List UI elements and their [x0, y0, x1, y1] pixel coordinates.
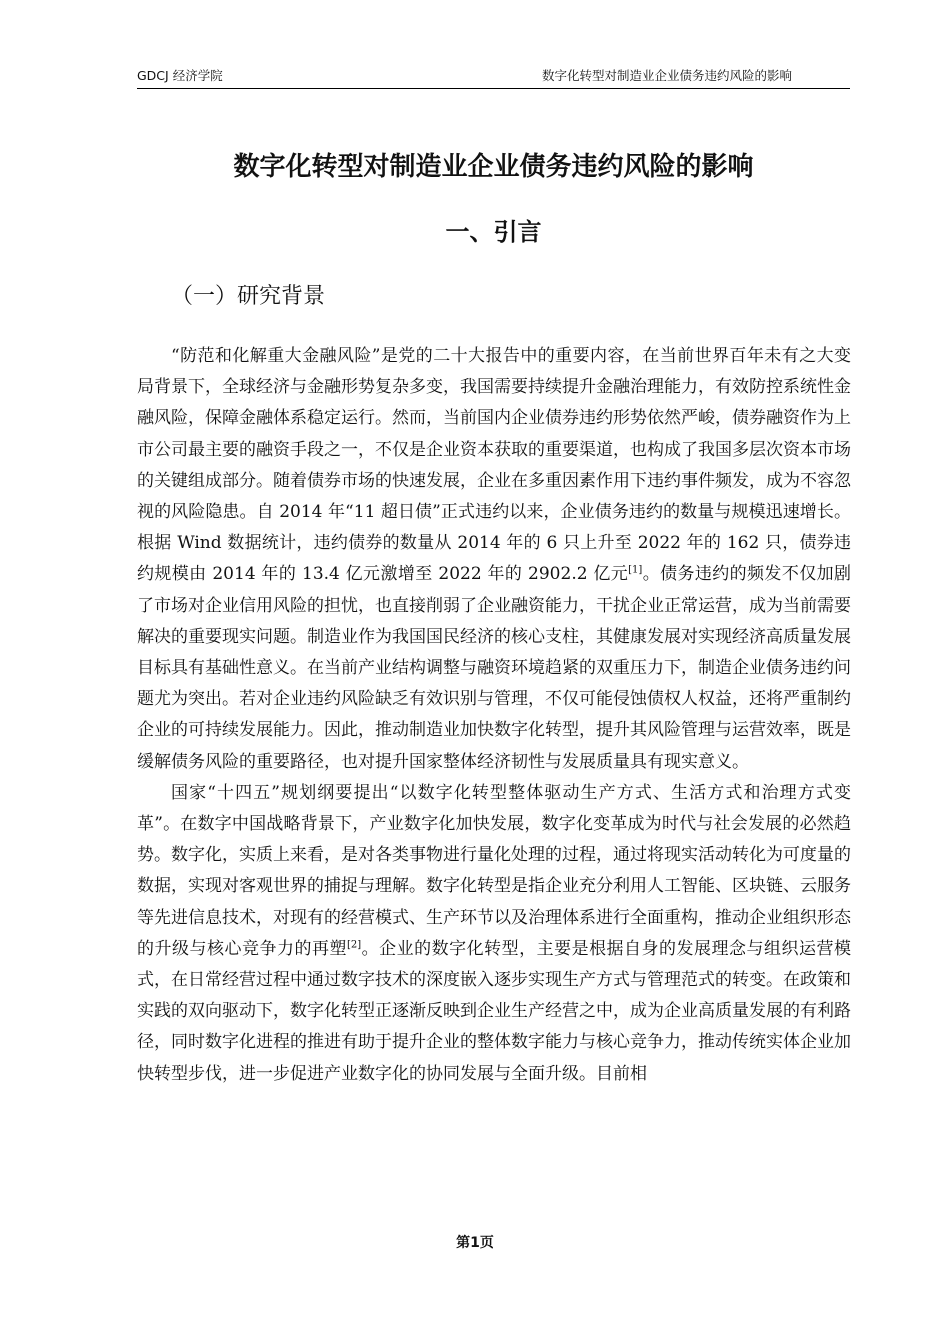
- citation-ref-2: [2]: [346, 939, 362, 951]
- header-running-title: 数字化转型对制造业企业债务违约风险的影响: [541, 68, 792, 83]
- paragraph-1-text-b: 。债务违约的频发不仅加剧了市场对企业信用风险的担忧，也直接削弱了企业融资能力，干扰企业正常运营，成为当前需要解决的重要现实问题。制造业作为我国国民经济的核心支柱，其健康发展对实现经济高质量发展目标具有基础性意义。在当前产业结构调整与融资环境趋紧的双重压力下，制造企业债务违约问题尤为突出。若对企业违约风险缺乏有效识别与管理，不仅可能侵蚀债权人权益，还将严重制约企业的可持续发展能力。因此，推动制造业加快数字化转型，提升其风险管理与运营效率，既是缓解债务风险的重要路径，也对提升国家整体经济韧性与发展质量具有现实意义。: [137, 564, 852, 772]
- section-heading: （一）研究背景: [171, 284, 326, 309]
- header-institution: GDCJ 经济学院: [137, 68, 223, 83]
- paragraph-1: [137, 341, 851, 778]
- page-number: 第1页: [456, 1235, 494, 1251]
- page-header: [137, 66, 850, 89]
- chapter-heading: 一、引言: [445, 218, 542, 246]
- paragraph-1-text-a: “防范和化解重大金融风险”是党的二十大报告中的重要内容，在当前世界百年未有之大变局背景下，全球经济与金融形势复杂多变，我国需要持续提升金融治理能力，有效防控系统性金融风险，保障金融体系稳定运行。然而，当前国内企业债券违约形势依然严峻，债券融资作为上市公司最主要的融资手段之一，不仅是企业资本获取的重要渠道，也构成了我国多层次资本市场的关键组成部分。随着债券市场的快速发展，企业在多重因素作用下违约事件频发，成为不容忽视的风险隐患。自 2014 年“11 超日债”正式违约以来，企业债务违约的数量与规模迅速增长。根据 Wind 数据统计，违约债券的数量从 2014 年的 6 只上升至 2022 年的 162 只，债券违约规模由 2014 年的 13.4 亿元激增至 2022 年的 2902.2 亿元: [137, 346, 851, 585]
- paragraph-2-text-a: 国家“十四五”规划纲要提出“以数字化转型整体驱动生产方式、生活方式和治理方式变革”。在数字中国战略背景下，产业数字化加快发展，数字化变革成为时代与社会发展的必然趋势。数字化，实质上来看，是对各类事物进行量化处理的过程，通过将现实活动转化为可度量的数据，实现对客观世界的捕捉与理解。数字化转型是指企业充分利用人工智能、区块链、云服务等先进信息技术，对现有的经营模式、生产环节以及治理体系进行全面重构，推动企业组织形态的升级与核心竞争力的再塑: [137, 782, 851, 959]
- paragraph-2: [137, 778, 851, 1090]
- document-title: 数字化转型对制造业企业债务违约风险的影响: [233, 152, 754, 182]
- citation-ref-1: [1]: [628, 564, 643, 576]
- paragraph-2-text-b: 。企业的数字化转型，主要是根据自身的发展理念与组织运营模式，在日常经营过程中通过数字技术的深度嵌入逐步实现生产方式与管理范式的转变。在政策和实践的双向驱动下，数字化转型正逐渐反映到企业生产经营之中，成为企业高质量发展的有利路径，同时数字化进程的推进有助于提升企业的整体数字能力与核心竞争力，推动传统实体企业加快转型步伐，进一步促进产业数字化的协同发展与全面升级。目前相: [137, 938, 852, 1084]
- body-text: [137, 341, 851, 1090]
